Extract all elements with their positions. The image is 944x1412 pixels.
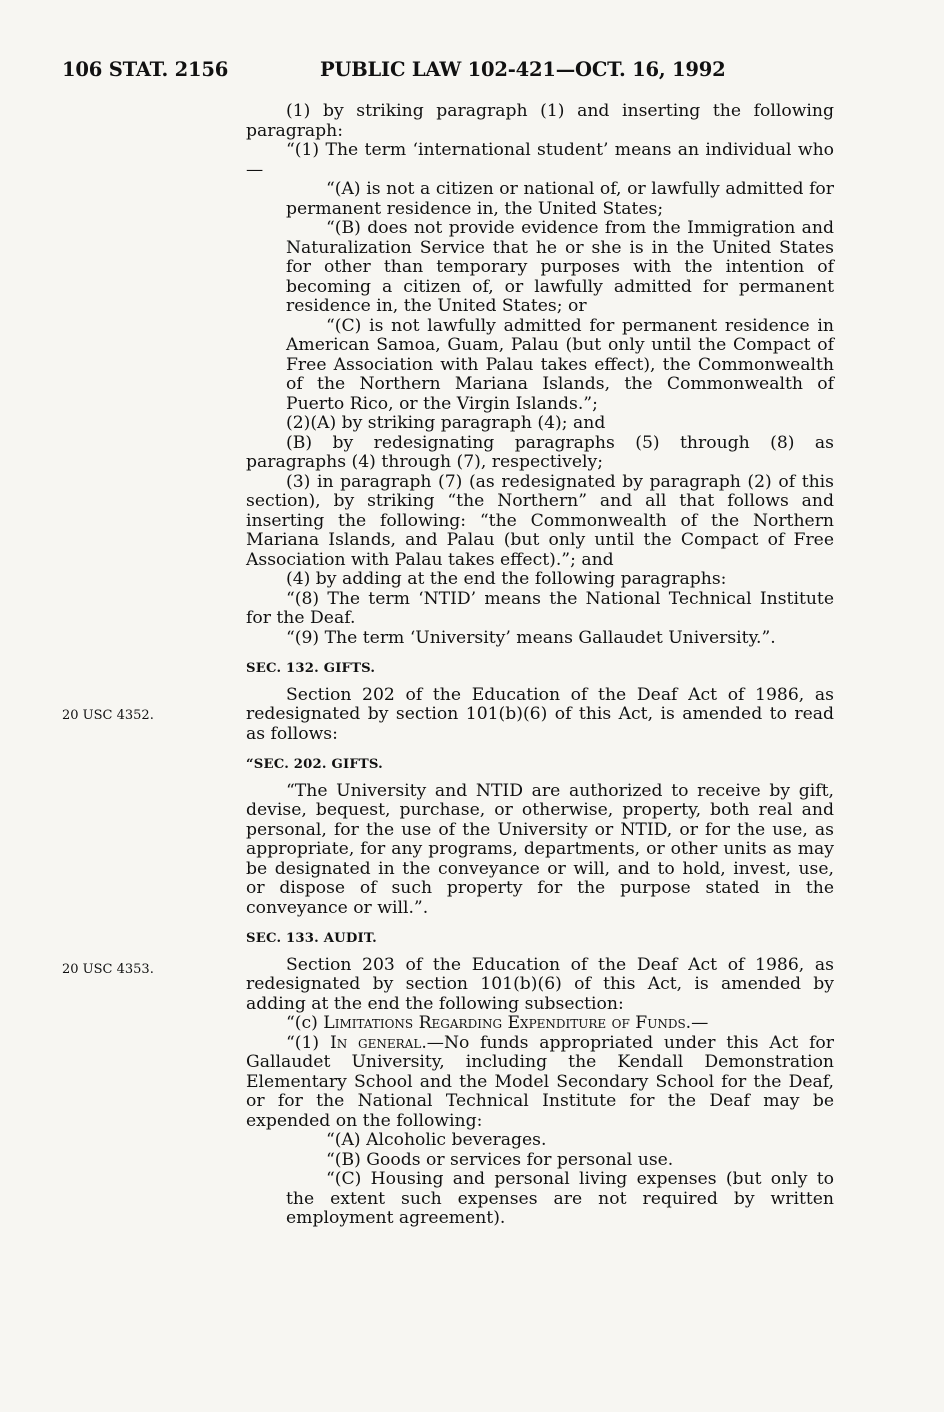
paragraph-text: “(C) is not lawfully admitted for permanent residence in American Samoa, Guam, Palau (but only until the Compact of Free Association with Palau takes effect), the Commonwealth of the Northern Mariana Islands, the Commonwealth of Puerto Rico, or the Virgin Islands.”;	[286, 315, 834, 414]
margin-note-usc-4352: 20 USC 4352.	[62, 708, 154, 723]
paragraph-body: .—No funds appropriated under this Act for Gallaudet University, including the Kendall Demonstration Elementary School and the Model Secondary School for the Deaf, or for the National Technical Institute for the Deaf may be expended on the following:	[246, 1032, 834, 1131]
document-body	[246, 102, 834, 1229]
paragraph: (1) by striking paragraph (1) and inserting the following paragraph:	[246, 101, 834, 141]
paragraph: (2)(A) by striking paragraph (4); and	[286, 413, 606, 433]
paragraph-text: “(B) Goods or services for personal use.	[326, 1149, 674, 1170]
section-heading-133: SEC. 133. AUDIT.	[246, 931, 377, 946]
subsection-suffix: .—	[685, 1013, 709, 1033]
paragraph	[246, 180, 834, 219]
paragraph-text: “(A) Alcoholic beverages.	[326, 1130, 547, 1150]
paragraph	[246, 1034, 834, 1132]
paragraph-prefix: “(1)	[286, 1032, 330, 1053]
public-law-title: PUBLIC LAW 102-421—OCT. 16, 1992	[320, 58, 726, 81]
paragraph-heading: In general	[329, 1032, 422, 1053]
paragraph	[246, 1170, 834, 1229]
paragraph: (4) by adding at the end the following paragraphs:	[286, 569, 727, 589]
subsection-prefix: “(c)	[286, 1013, 324, 1033]
subsection-title: Limitations Regarding Expenditure of Funds	[323, 1013, 686, 1033]
paragraph: (B) by redesignating paragraphs (5) through (8) as paragraphs (4) through (7), respectively;	[246, 432, 834, 472]
margin-note-usc-4353: 20 USC 4353.	[62, 962, 154, 977]
section-heading-132: SEC. 132. GIFTS.	[246, 661, 376, 676]
paragraph: Section 203 of the Education of the Deaf Act of 1986, as redesignated by section 101(b)(6) of this Act, is amended by adding at the end the following subsection:	[246, 954, 834, 1014]
paragraph-text: “(C) Housing and personal living expenses (but only to the extent such expenses are not required by written employment agreement).	[286, 1169, 834, 1228]
section-heading-202: “SEC. 202. GIFTS.	[246, 757, 383, 772]
paragraph: “(1) The term ‘international student’ means an individual who—	[246, 140, 834, 180]
subsection-heading	[246, 1014, 834, 1034]
paragraph: “The University and NTID are authorized to receive by gift, devise, bequest, purchase, or otherwise, property, both real and personal, for the use of the University or NTID, or for the use, as appropriate, for any programs, departments, or other units as may be designated in the conveyance or will, and to hold, invest, use, or dispose of such property for the purpose stated in the conveyance or will.”.	[246, 780, 834, 918]
paragraph-text: “(B) does not provide evidence from the Immigration and Naturalization Service that he or she is in the United States for other than temporary purposes with the intention of becoming a citizen of, or lawfully admitted for permanent residence in, the United States; or	[286, 218, 834, 316]
paragraph	[246, 1131, 834, 1151]
paragraph: Section 202 of the Education of the Deaf Act of 1986, as redesignated by section 101(b)(6) of this Act, is amended to read as follows:	[246, 684, 834, 744]
paragraph	[246, 219, 834, 317]
paragraph: “(8) The term ‘NTID’ means the National Technical Institute for the Deaf.	[246, 588, 834, 628]
paragraph	[246, 1151, 834, 1171]
paragraph: (3) in paragraph (7) (as redesignated by paragraph (2) of this section), by striking “the Northern” and all that follows and inserting the following: “the Commonwealth of the Northern Mariana Islands, and Palau (but only until the Compact of Free Association with Palau takes effect).”; and	[246, 471, 834, 570]
stat-page-number: 106 STAT. 2156	[62, 58, 229, 81]
paragraph-text: “(A) is not a citizen or national of, or lawfully admitted for permanent residence in, the United States;	[286, 179, 834, 219]
paragraph: “(9) The term ‘University’ means Gallaudet University.”.	[286, 627, 776, 648]
page-header	[62, 58, 912, 84]
paragraph	[246, 317, 834, 415]
